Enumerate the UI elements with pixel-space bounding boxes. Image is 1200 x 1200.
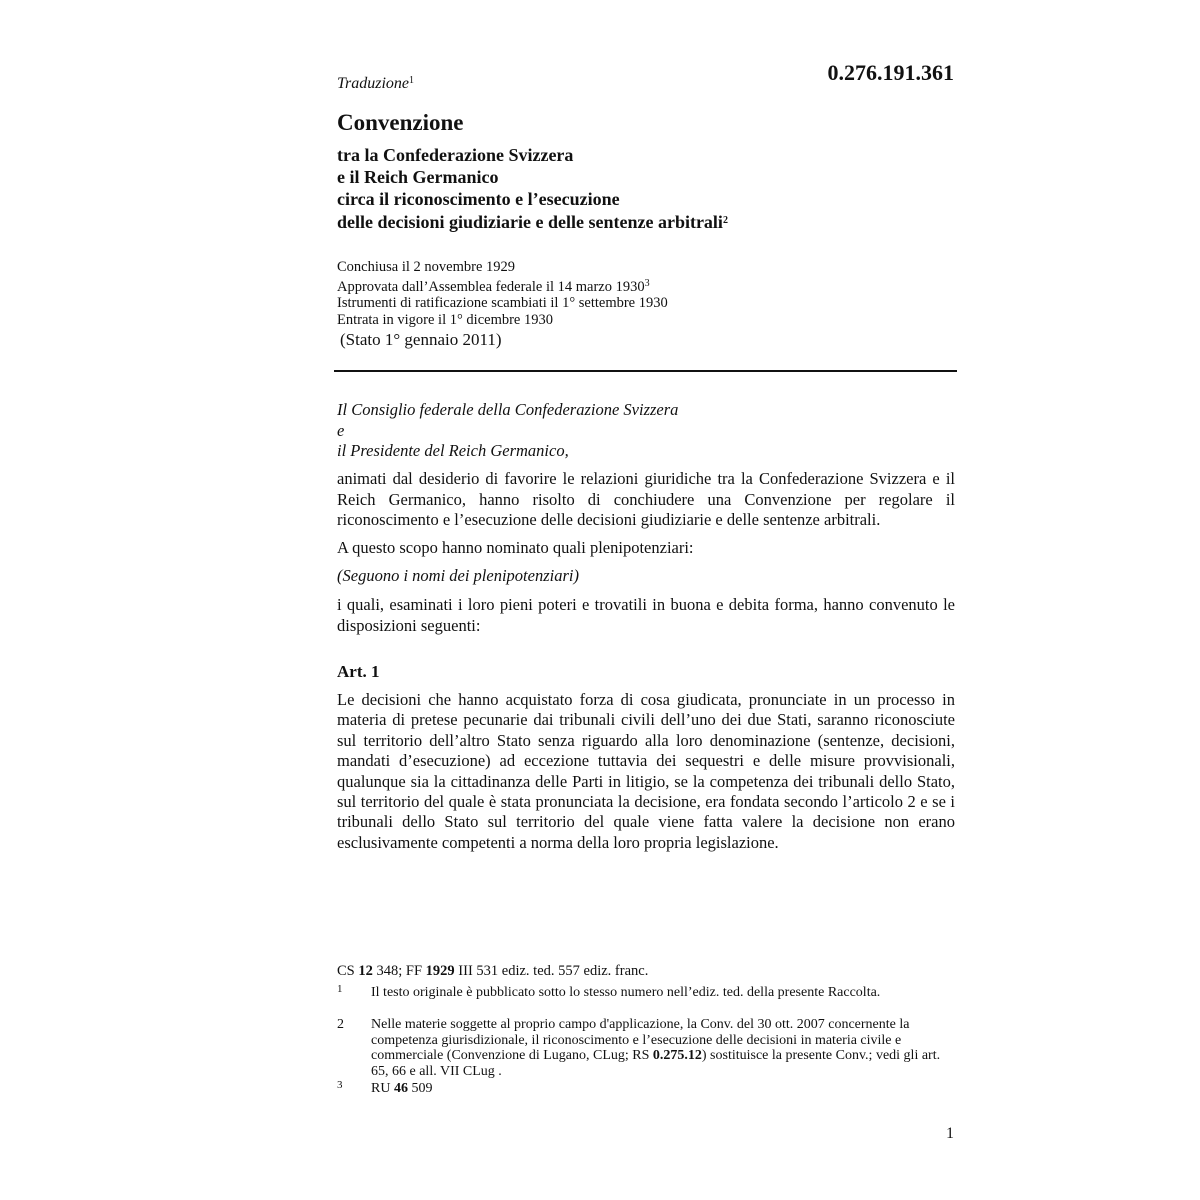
- party-germany: il Presidente del Reich Germanico,: [337, 441, 569, 460]
- subtitle-line: tra la Confederazione Svizzera: [337, 145, 574, 165]
- in-force-date: Entrata in vigore il 1° dicembre 1930: [337, 311, 553, 328]
- footnote-text: RU 46 509: [371, 1081, 433, 1096]
- document-page: [337, 0, 957, 1200]
- rs-reference-link[interactable]: 0.275.12: [652, 1048, 702, 1063]
- approved-date: Approvata dall’Assemblea federale il 14 marzo 1930: [337, 278, 645, 295]
- preamble-paragraph: animati dal desiderio di favorire le relazioni giuridiche tra la Confederazione Svizzera e il Reich Germanico, hanno risolto di conchiudere una Convenzione per regolare il riconoscimento e l’esecuzione delle decisioni giudiziarie e delle sentenze arbitrali.: [337, 469, 955, 529]
- footnote-ref-3: 3: [644, 277, 650, 289]
- party-switzerland: Il Consiglio federale della Confederazione Svizzera: [337, 400, 679, 419]
- footnote-source: CS 12 348; FF 1929 III 531 ediz. ted. 557 ediz. franc.: [337, 963, 649, 979]
- footnote-text: Il testo originale è pubblicato sotto lo stesso numero nell’ediz. ted. della presente Raccolta.: [371, 985, 881, 1000]
- ratification-date: Istrumenti di ratificazione scambiati il 1° settembre 1930: [337, 295, 668, 311]
- translation-label: Traduzione$^1$: [337, 75, 415, 92]
- sr-number: 0.276.191.361: [827, 60, 954, 85]
- document-subtitle: [337, 144, 728, 233]
- status-date: (Stato 1° gennaio 2011): [340, 330, 502, 349]
- footnote-number: 3: [337, 1079, 343, 1091]
- article-heading: Art. 1: [337, 662, 380, 681]
- concluded-date: Conchiusa il 2 novembre 1929: [337, 259, 516, 275]
- subtitle-line: e il Reich Germanico: [337, 167, 499, 187]
- party-conjunction: e: [337, 420, 345, 440]
- footnote-ref-2: 2: [722, 215, 728, 226]
- page-number: 1: [946, 1125, 954, 1142]
- subtitle-line: circa il riconoscimento e l’esecuzione: [337, 189, 620, 209]
- header-divider: [334, 370, 957, 372]
- footnote-ref-1: 1: [409, 75, 415, 86]
- article-text: Le decisioni che hanno acquistato forza di cosa giudicata, pronunciate in un processo in materia di pretese pecunarie dai tribunali civili dell’uno dei due Stati, saranno riconosciute sul territorio dell’altro Stato senza riguardo alla loro denominazione (sentenze, decisioni, mandati d’esecuzione) ad eccezione tuttavia dei sequestri e delle misure provvisionali, qualunque sia la cittadinanza delle Parti in litigio, se la competenza dei tribunali dello Stato, sul territorio del quale è stata pronunciata la decisione, era fondata secondo l’articolo 2 e se i tribunali dello Stato sul territorio del quale viene fatta valere la decisione non erano esclusivamente competenti a norma della loro propria legislazione.: [337, 690, 955, 852]
- plenipotentiaries-note: (Seguono i nomi dei plenipotenziari): [337, 566, 579, 585]
- footnote-number: 1: [337, 983, 343, 995]
- footnote-number: 2: [337, 1017, 344, 1032]
- footnote-text: Nelle materie soggette al proprio campo d'applicazione, la Conv. del 30 ott. 2007 concernente la competenza giurisdizionale, il riconoscimento e l’esecuzione delle decisioni in materia civile e commerciale (Convenzione di Lugano, CLug; RS 0.275.12) sostituisce la presente Conv.; vedi gli art. 65, 66 e all. VII CLug .: [371, 1017, 941, 1079]
- preamble-paragraph: A questo scopo hanno nominato quali plenipotenziari:: [337, 538, 694, 557]
- preamble-paragraph: i quali, esaminati i loro pieni poteri e trovatili in buona e debita forma, hanno convenuto le disposizioni seguenti:: [337, 595, 955, 635]
- subtitle-line: delle decisioni giudiziarie e delle sentenze arbitrali: [337, 212, 723, 232]
- document-title: Convenzione: [337, 110, 464, 135]
- treaty-history: [337, 259, 668, 328]
- contracting-parties: [337, 400, 678, 462]
